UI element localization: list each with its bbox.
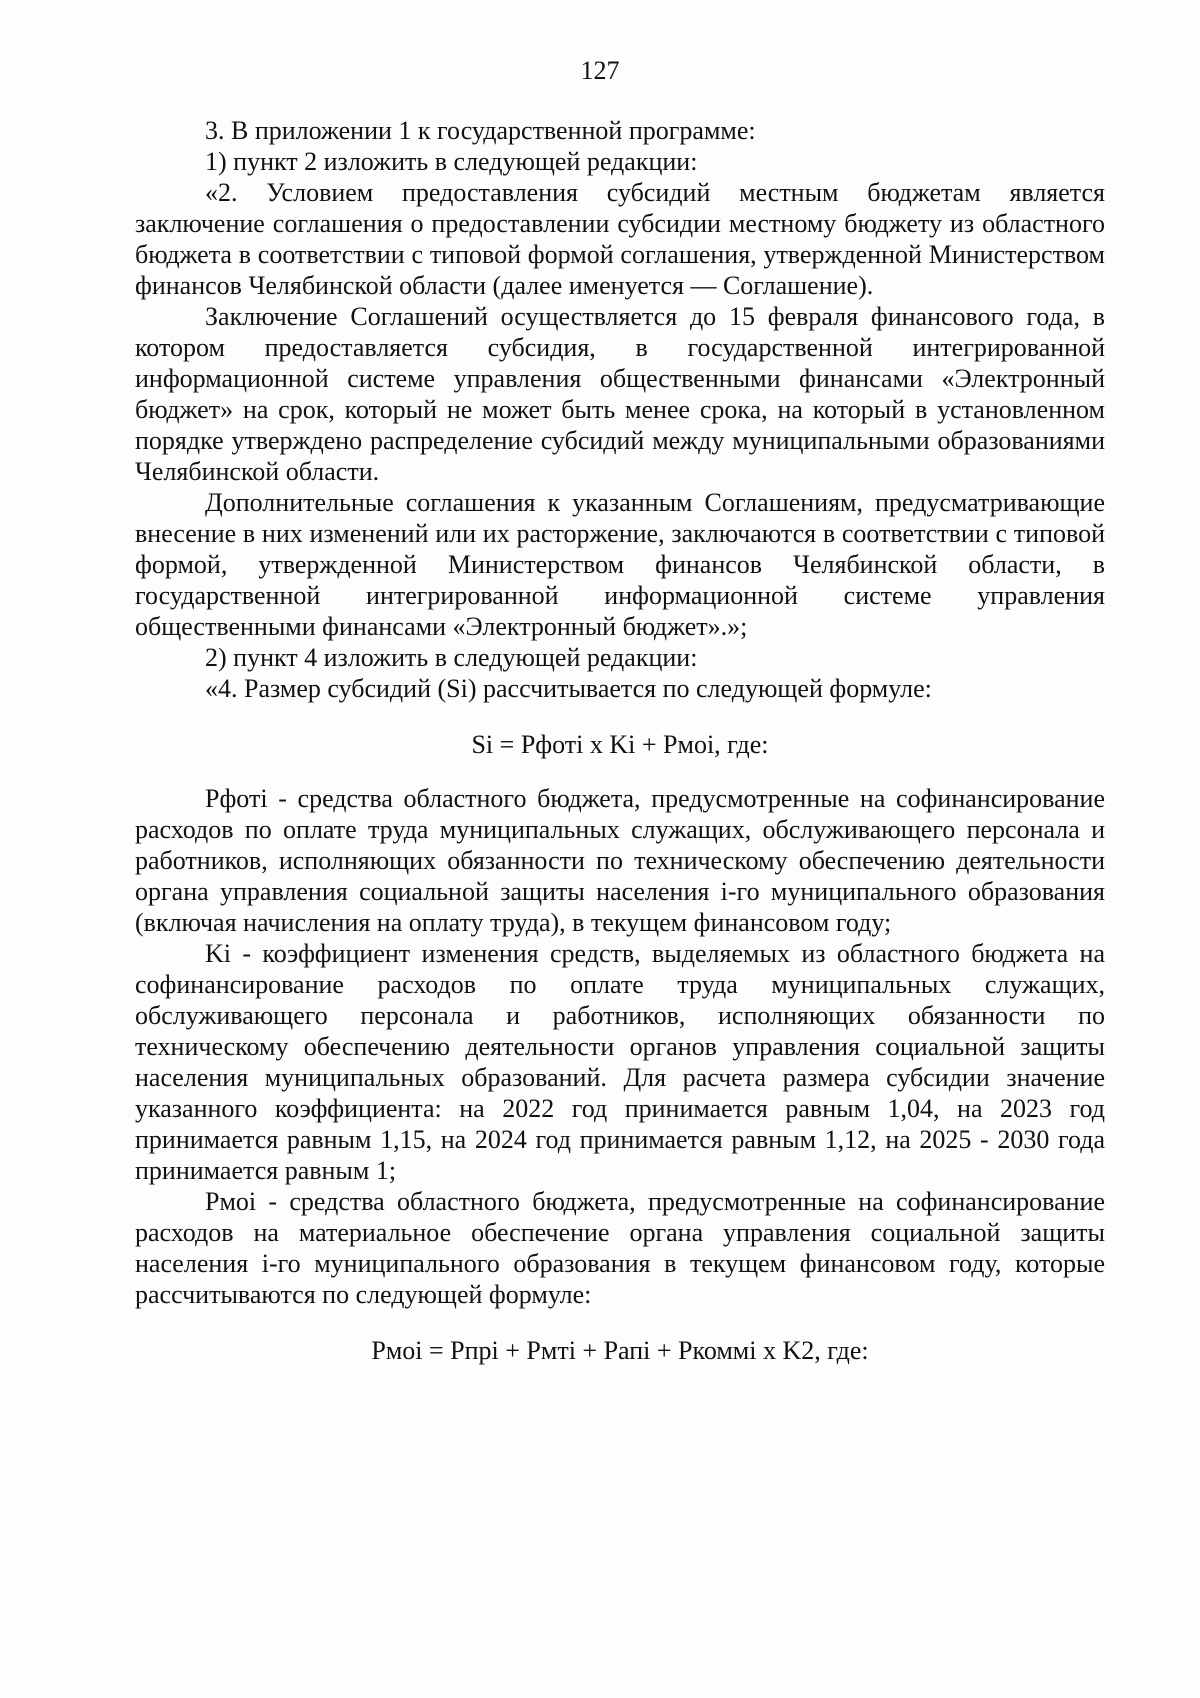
- paragraph-ki-definition: Ki - коэффициент изменения средств, выделяемых из областного бюджета на софинансирование расходов по оплате труда муниципальных служащих, обслуживающего персонала и работников, исполняющих обязанности по техническому обеспечению деятельности органов управления социальной защиты населения муниципальных образований. Для расчета размера субсидии значение указанного коэффициента: на 2022 год принимается равным 1,04, на 2023 год принимается равным 1,15, на 2024 год принимается равным 1,12, на 2025 - 2030 года принимается равным 1;: [135, 939, 1105, 1185]
- paragraph-item-1: 1) пункт 2 изложить в следующей редакции:: [205, 147, 698, 176]
- formula-material-support: Рмоi = Рпрi + Рмтi + Рапi + Ркоммi x K2, где:: [371, 1336, 869, 1365]
- page-number: 127: [580, 56, 620, 85]
- formula-subsidy-size: Si = Рфотi x Ki + Рмоi, где:: [471, 730, 769, 759]
- paragraph-clause-4: «4. Размер субсидий (Si) рассчитывается по следующей формуле:: [205, 674, 932, 703]
- paragraph-item-2: 2) пункт 4 изложить в следующей редакции:: [205, 643, 698, 672]
- paragraph-additional-agreements: Дополнительные соглашения к указанным Соглашениям, предусматривающие внесение в них изменений или их расторжение, заключаются в соответствии с типовой формой, утвержденной Министерством финансов Челябинской области, в государственной интегрированной информационной системе управления общественными финансами «Электронный бюджет».»;: [135, 488, 1105, 641]
- paragraph-clause-2: «2. Условием предоставления субсидий местным бюджетам является заключение соглашения о предоставлении субсидии местному бюджету из областного бюджета в соответствии с типовой формой соглашения, утвержденной Министерством финансов Челябинской области (далее именуется — Соглашение).: [135, 178, 1105, 300]
- paragraph-rfot-definition: Рфотi - средства областного бюджета, предусмотренные на софинансирование расходов по оплате труда муниципальных служащих, обслуживающего персонала и работников, исполняющих обязанности по техническому обеспечению деятельности органа управления социальной защиты населения i-го муниципального образования (включая начисления на оплату труда), в текущем финансовом году;: [135, 784, 1105, 937]
- paragraph-agreements: Заключение Соглашений осуществляется до 15 февраля финансового года, в котором предоставляется субсидия, в государственной интегрированной информационной системе управления общественными финансами «Электронный бюджет» на срок, который не может быть менее срока, на который в установленном порядке утверждено распределение субсидий между муниципальными образованиями Челябинской области.: [135, 302, 1105, 486]
- document-body: [135, 115, 1105, 1366]
- paragraph-appendix-heading: 3. В приложении 1 к государственной программе:: [205, 116, 756, 145]
- paragraph-rmo-definition: Рмоi - средства областного бюджета, предусмотренные на софинансирование расходов на материальное обеспечение органа управления социальной защиты населения i-го муниципального образования в текущем финансовом году, которые рассчитываются по следующей формуле:: [135, 1187, 1105, 1309]
